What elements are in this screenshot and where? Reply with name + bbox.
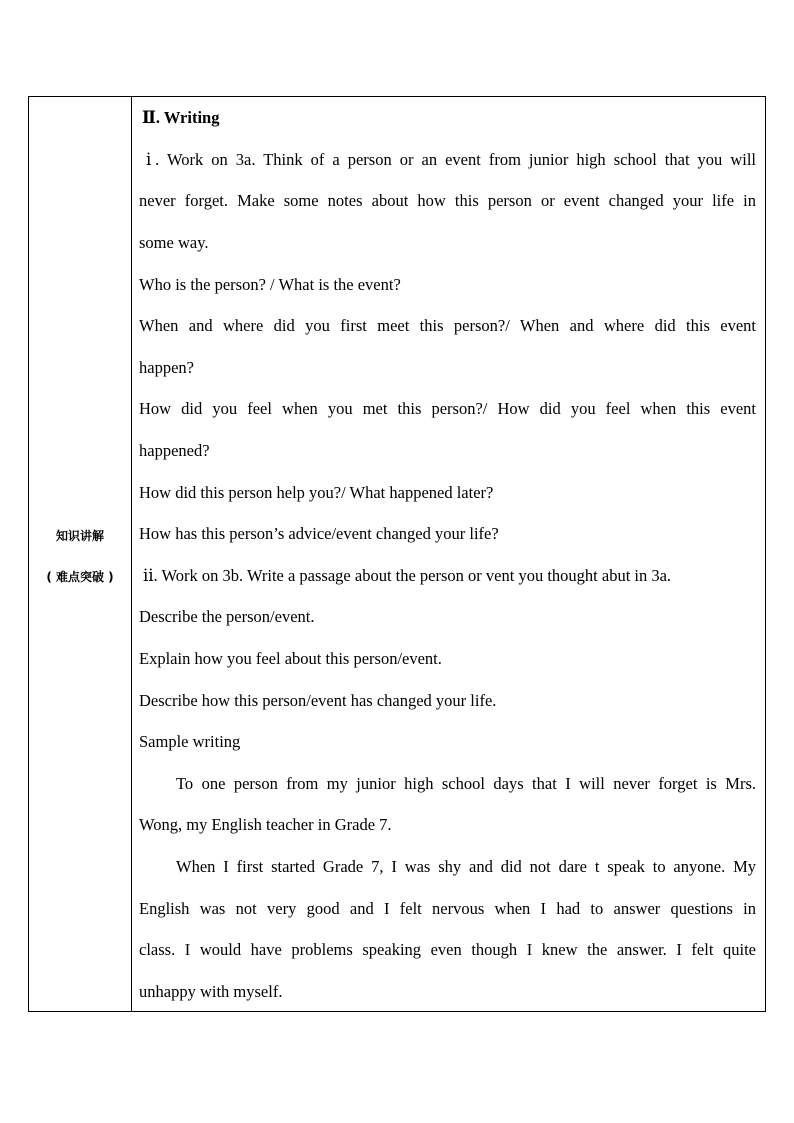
sample-p2-line-4: unhappy with myself. — [139, 982, 283, 1001]
task-ii-line-1: ⅱ. Work on 3b. Write a passage about the person or vent you thought abut in 3a. — [143, 566, 672, 585]
task-i-line-1: ⅰ. Work on 3a. Think of a person or an event from junior high school that you will — [146, 150, 756, 169]
section-label: 知识讲解 — [55, 529, 104, 543]
task-i-line-2: never forget. Make some notes about how this person or event changed your life in — [139, 191, 756, 210]
question-3-line-2: happened? — [139, 441, 210, 460]
sample-p1-line-2: Wong, my English teacher in Grade 7. — [139, 815, 392, 834]
question-1: Who is the person? / What is the event? — [139, 275, 401, 294]
sample-p2-line-1: When I first started Grade 7, I was shy and did not dare t speak to anyone. My — [176, 857, 756, 876]
section-title: Ⅱ. Writing — [142, 108, 220, 127]
question-2-line-1: When and where did you first meet this person?/ When and where did this event — [139, 316, 756, 335]
task-ii-describe: Describe the person/event. — [139, 607, 315, 626]
section-sublabel: ( 难点突破 ) — [46, 570, 114, 584]
sample-p1-line-1: To one person from my junior high school days that I will never forget is Mrs. — [176, 774, 756, 793]
sample-p2-line-3: class. I would have problems speaking even though I knew the answer. I felt quite — [139, 940, 756, 959]
question-4: How did this person help you?/ What happened later? — [139, 483, 494, 502]
sample-heading: Sample writing — [139, 732, 241, 751]
question-2-line-2: happen? — [139, 358, 194, 377]
task-ii-explain: Explain how you feel about this person/event. — [139, 649, 442, 668]
left-label-cell — [29, 97, 132, 1011]
question-3-line-1: How did you feel when you met this person?/ How did you feel when this event — [139, 399, 756, 418]
question-5: How has this person’s advice/event changed your life? — [139, 524, 499, 543]
task-ii-describe-change: Describe how this person/event has changed your life. — [139, 691, 497, 710]
task-i-line-3: some way. — [139, 233, 209, 252]
sample-p2-line-2: English was not very good and I felt nervous when I had to answer questions in — [139, 899, 756, 918]
